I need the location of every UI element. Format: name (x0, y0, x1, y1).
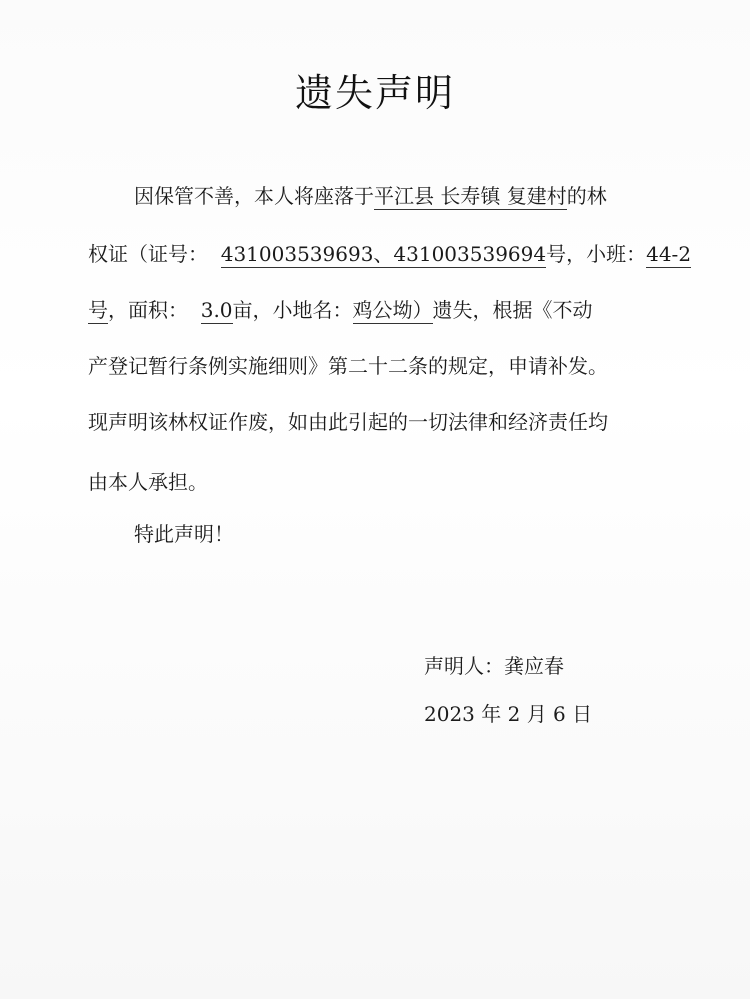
closing-line: 特此声明！ (134, 522, 234, 546)
line2-mid: 号，小班： (546, 242, 647, 266)
body-line-3 (88, 296, 593, 324)
document-title: 遗失声明 (294, 71, 455, 115)
line1-prefix: 因保管不善，本人将座落于 (134, 184, 374, 208)
date-line: 2023 年 2 月 6 日 (424, 702, 593, 726)
plot-number-underlined: 44-2 (646, 242, 692, 266)
body-line-4: 产登记暂行条例实施细则》第二十二条的规定，申请补发。 (88, 354, 608, 378)
place-name-underlined: 鸡公坳） (352, 298, 433, 322)
body-line-1 (134, 182, 607, 210)
area-value-underlined: 3.0 (200, 298, 233, 322)
line3-suffix: 遗失，根据《不动 (432, 298, 593, 322)
body-line-6: 由本人承担。 (88, 470, 208, 494)
body-line-2 (88, 240, 691, 268)
signer-line: 声明人：龚应春 (424, 654, 564, 678)
area-label: ，面积： (108, 298, 188, 322)
cert-numbers-underlined: 431003539693、431003539694 (220, 242, 547, 266)
line1-suffix: 的林 (566, 184, 607, 208)
line2-prefix: 权证（证号： (88, 242, 208, 266)
plot-number-rest: 号 (88, 298, 108, 322)
area-unit: 亩，小地名： (232, 298, 353, 322)
body-line-5: 现声明该林权证作废，如由此引起的一切法律和经济责任均 (88, 410, 608, 434)
location-underlined: 平江县 长寿镇 复建村 (374, 184, 567, 208)
